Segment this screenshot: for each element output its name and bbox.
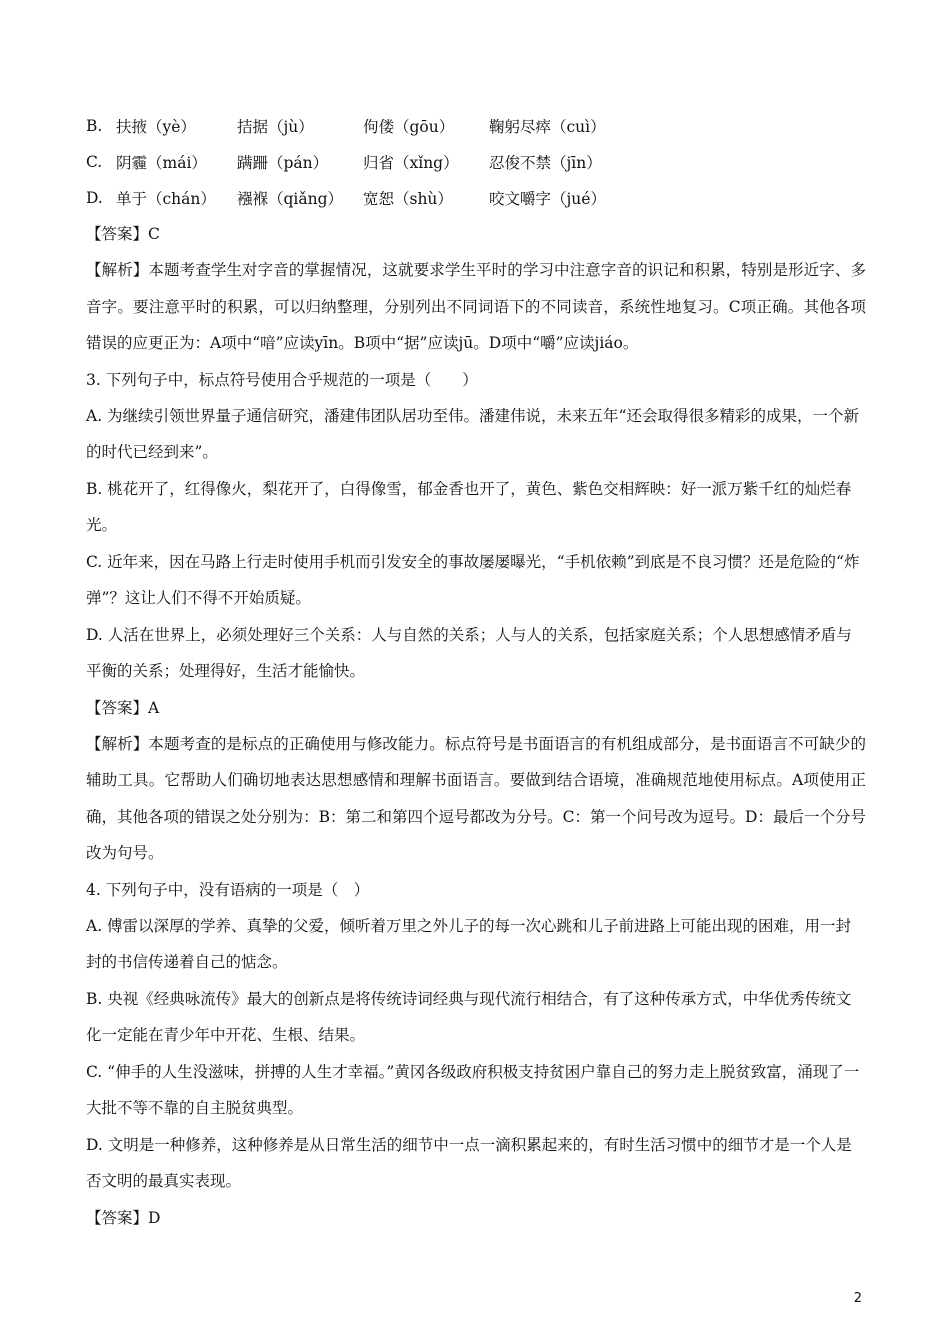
q4-stem: 4. 下列句子中，没有语病的一项是（ ） bbox=[86, 880, 370, 899]
q2-option-d bbox=[86, 180, 866, 216]
option-word: 蹒跚（pán） bbox=[237, 154, 329, 172]
q4-option-a: A. 傅雷以深厚的学养、真挚的父爱，倾听着万里之外儿子的每一次心跳和儿子前进路上可能出现的困难，用一封封的书信传递着自己的惦念。 bbox=[86, 916, 852, 971]
q3-answer: 【答案】A bbox=[86, 698, 160, 717]
q3-stem: 3. 下列句子中，标点符号使用合乎规范的一项是（ ） bbox=[86, 370, 478, 389]
q4-option-b: B. 央视《经典咏流传》最大的创新点是将传统诗词经典与现代流行相结合，有了这种传承方式，中华优秀传统文化一定能在青少年中开花、生根、结果。 bbox=[86, 989, 852, 1044]
document-page bbox=[86, 108, 866, 1236]
option-word: 忍俊不禁（jīn） bbox=[489, 154, 602, 172]
q4-option-c: C. “伸手的人生没滋味，拼搏的人生才幸福。”黄冈各级政府积极支持贫困户靠自己的努力走上脱贫致富，涌现了一大批不等不靠的自主脱贫典型。 bbox=[86, 1062, 860, 1117]
q3-option-c: C. 近年来，因在马路上行走时使用手机而引发安全的事故屡屡曝光，“手机依赖”到底是不良习惯？还是危险的“炸弹”？这让人们不得不开始质疑。 bbox=[86, 552, 860, 607]
q3-option-a: A. 为继续引领世界量子通信研究，潘建伟团队居功至伟。潘建伟说，未来五年“还会取得很多精彩的成果，一个新的时代已经到来”。 bbox=[86, 406, 859, 461]
option-word: 咬文嚼字（jué） bbox=[489, 190, 606, 208]
q2-analysis: 【解析】本题考查学生对字音的掌握情况，这就要求学生平时的学习中注意字音的识记和积累，特别是形近字、多音字。要注意平时的积累，可以归纳整理，分别列出不同词语下的不同读音，系统性地复习。C项正确。其他各项错误的应更正为：A项中“喑”应读yīn。B项中“据”应读jū。D项中“嚼”应读jiáo。 bbox=[86, 261, 866, 352]
option-word: 鞠躬尽瘁（cuì） bbox=[489, 118, 606, 136]
q2-option-b bbox=[86, 108, 866, 144]
option-word: 襁褓（qiǎng） bbox=[237, 190, 344, 208]
q2-option-c bbox=[86, 144, 866, 180]
option-word: 拮据（jù） bbox=[237, 118, 314, 136]
option-word: 扶掖（yè） bbox=[116, 118, 196, 136]
option-word: 宽恕（shù） bbox=[363, 190, 453, 208]
option-word: 单于（chán） bbox=[116, 190, 216, 208]
option-word: 阴霾（mái） bbox=[116, 154, 207, 172]
option-word: 佝偻（gōu） bbox=[363, 118, 455, 136]
q4-answer: 【答案】D bbox=[86, 1208, 161, 1227]
q2-answer: 【答案】C bbox=[86, 225, 160, 243]
option-label: B. bbox=[86, 117, 103, 135]
q3-option-d: D. 人活在世界上，必须处理好三个关系：人与自然的关系；人与人的关系，包括家庭关系；个人思想感情矛盾与平衡的关系；处理得好，生活才能愉快。 bbox=[86, 625, 852, 680]
q3-option-b: B. 桃花开了，红得像火，梨花开了，白得像雪，郁金香也开了，黄色、紫色交相辉映：好一派万紫千红的灿烂春光。 bbox=[86, 479, 852, 534]
option-label: C. bbox=[86, 153, 103, 171]
page-number: 2 bbox=[853, 1291, 862, 1306]
option-label: D. bbox=[86, 189, 103, 207]
q3-analysis: 【解析】本题考查的是标点的正确使用与修改能力。标点符号是书面语言的有机组成部分，是书面语言不可缺少的辅助工具。它帮助人们确切地表达思想感情和理解书面语言。要做到结合语境，准确规范地使用标点。A项使用正确，其他各项的错误之处分别为：B：第二和第四个逗号都改为分号。C：第一个问号改为逗号。D：最后一个分号改为句号。 bbox=[86, 734, 866, 862]
option-word: 归省（xǐng） bbox=[363, 154, 459, 172]
q4-option-d: D. 文明是一种修养，这种修养是从日常生活的细节中一点一滴积累起来的，有时生活习惯中的细节才是一个人是否文明的最真实表现。 bbox=[86, 1135, 852, 1190]
